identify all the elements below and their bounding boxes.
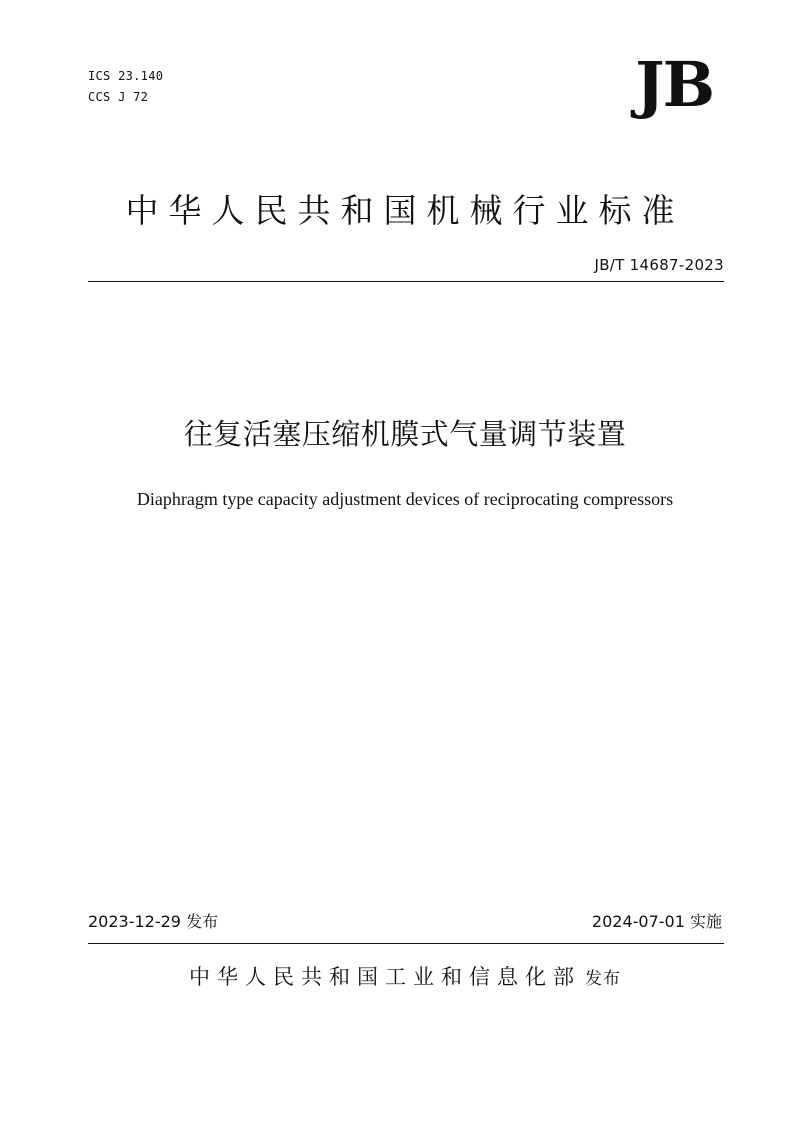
document-title-chinese: 往复活塞压缩机膜式气量调节装置 [183,417,627,451]
ics-code: ICS 23.140 [88,69,164,83]
implement-date: 2024-07-01 实施 [591,912,722,931]
issuer-action: 发布 [585,969,621,989]
issuer-line [0,961,810,995]
issuer-organization: 中华人民共和国工业和信息化部 [189,965,581,989]
standard-number: JB/T 14687-2023 [594,256,724,274]
ccs-code: CCS J 72 [88,90,149,104]
jb-logo: JB [635,48,713,121]
classification-codes [88,66,163,108]
bottom-divider [88,943,724,944]
top-divider [88,281,724,282]
document-title-english: Diaphragm type capacity adjustment devices of reciprocating compressors [136,489,674,509]
publish-date: 2023-12-29 发布 [88,912,219,931]
standard-type-heading: 中华人民共和国机械行业标准 [125,191,685,230]
